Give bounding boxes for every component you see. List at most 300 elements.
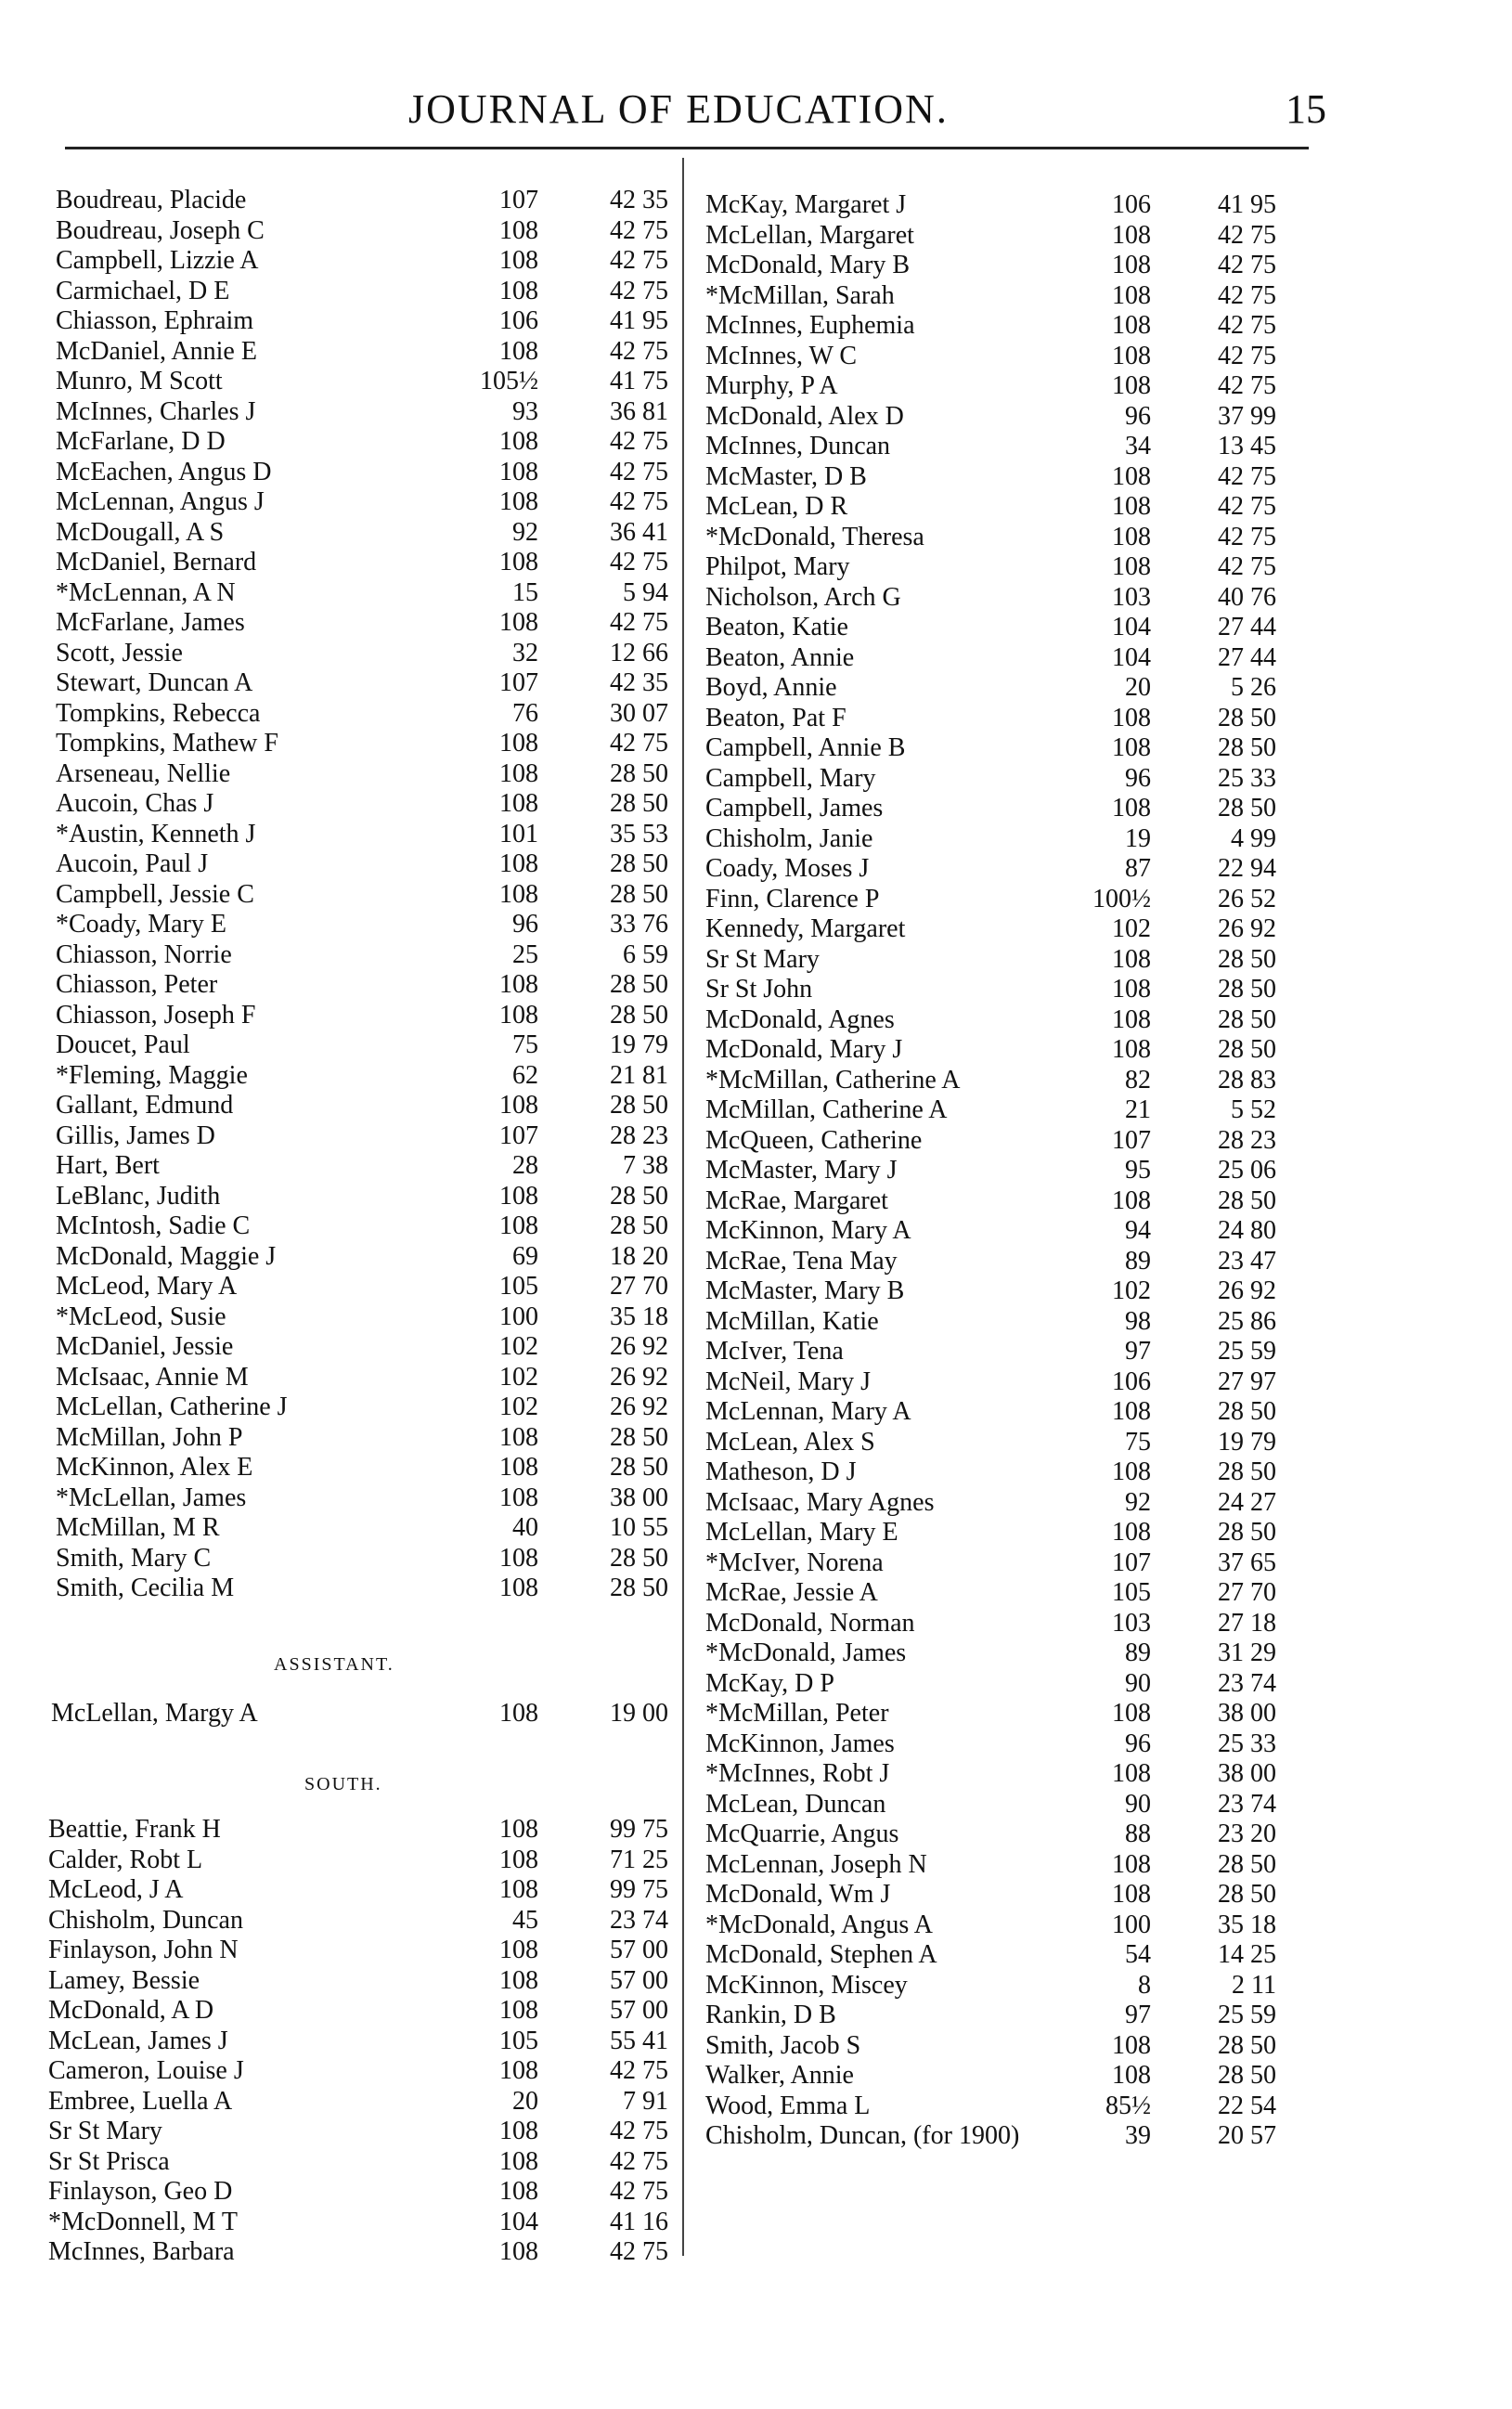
table-row [705, 523, 1318, 553]
grant-amount: 24 80 [1218, 1216, 1276, 1245]
table-row [56, 1574, 668, 1604]
grant-amount: 28 50 [1218, 1880, 1276, 1909]
table-row [705, 1186, 1318, 1217]
days-taught: 102 [1112, 914, 1151, 943]
days-taught: 108 [1112, 1699, 1151, 1728]
table-row [48, 2177, 670, 2208]
table-row [56, 910, 668, 940]
teacher-name: McFarlane, D D [56, 427, 226, 456]
days-taught: 75 [512, 1030, 538, 1059]
teacher-name: *McMillan, Catherine A [705, 1065, 961, 1094]
grant-amount: 42 75 [610, 215, 668, 245]
days-taught: 90 [1125, 1668, 1151, 1698]
days-taught: 108 [499, 2117, 538, 2145]
teacher-name: McKinnon, Miscey [705, 1970, 908, 2000]
grant-amount: 42 75 [1218, 341, 1276, 370]
days-taught: 108 [1112, 311, 1151, 340]
grant-amount: 42 75 [610, 548, 668, 576]
table-row [705, 704, 1318, 734]
teacher-name: McLeod, Mary A [56, 1272, 238, 1301]
table-row [56, 1001, 668, 1031]
table-row [56, 1272, 668, 1302]
teacher-name: McLean, James J [48, 2026, 228, 2055]
table-row [56, 246, 668, 277]
teacher-name: McEachen, Angus D [56, 457, 272, 486]
table-row [56, 1392, 668, 1423]
table-row [56, 1211, 668, 1242]
teacher-name: Wood, Emma L [705, 2091, 871, 2120]
grant-amount: 42 75 [610, 336, 668, 366]
days-taught: 108 [499, 487, 538, 516]
teacher-name: McMaster, Mary J [705, 1156, 898, 1185]
table-row [705, 1397, 1318, 1428]
grant-amount: 26 92 [610, 1392, 668, 1421]
teacher-name: Cameron, Louise J [48, 2056, 244, 2085]
teacher-name: McKay, Margaret J [705, 190, 907, 219]
teacher-name: Smith, Jacob S [705, 2030, 861, 2060]
teacher-name: McIver, Tena [705, 1337, 844, 1366]
grant-amount: 42 75 [1218, 311, 1276, 340]
teacher-name: Hart, Bert [56, 1151, 160, 1180]
teacher-name: McDonald, A D [48, 1996, 214, 2025]
days-taught: 108 [499, 1875, 538, 1904]
table-row [705, 1156, 1318, 1186]
days-taught: 8 [1138, 1970, 1151, 2000]
teacher-name: *Austin, Kenneth J [56, 819, 256, 848]
grant-amount: 27 70 [610, 1272, 668, 1301]
teacher-name: Rankin, D B [705, 2001, 836, 2029]
days-taught: 96 [1125, 401, 1151, 431]
table-row [56, 1363, 668, 1393]
teacher-name: Boudreau, Placide [56, 186, 247, 214]
days-taught: 98 [1125, 1306, 1151, 1336]
teacher-name: McDonald, Norman [705, 1608, 915, 1638]
grant-amount: 25 33 [1218, 763, 1276, 793]
grant-amount: 99 75 [610, 1875, 668, 1904]
table-row [705, 2061, 1318, 2092]
table-row [705, 311, 1318, 342]
teacher-name: Tompkins, Rebecca [56, 698, 261, 728]
table-row [56, 1030, 668, 1061]
days-taught: 76 [512, 698, 538, 728]
table-row [705, 281, 1318, 312]
teacher-name: McInnes, Barbara [48, 2237, 235, 2266]
days-taught: 108 [1112, 2061, 1151, 2090]
grant-amount: 33 76 [610, 910, 668, 939]
table-row [56, 277, 668, 307]
grant-amount: 38 00 [1218, 1699, 1276, 1728]
grant-amount: 28 50 [610, 1453, 668, 1482]
teacher-name: Aucoin, Chas J [56, 789, 214, 818]
days-taught: 100 [1112, 1910, 1151, 1939]
days-taught: 108 [499, 970, 538, 999]
days-taught: 108 [1112, 280, 1151, 310]
days-taught: 103 [1112, 1608, 1151, 1638]
days-taught: 108 [499, 849, 538, 878]
teacher-name: McInnes, Charles J [56, 396, 256, 426]
days-taught: 107 [1112, 1548, 1151, 1577]
table-row [705, 673, 1318, 704]
table-row [56, 849, 668, 880]
days-taught: 15 [512, 577, 538, 607]
assistant-list [51, 1699, 668, 1729]
days-taught: 108 [499, 1996, 538, 2025]
days-taught: 108 [499, 1091, 538, 1120]
days-taught: 108 [1112, 1880, 1151, 1909]
table-row [56, 487, 668, 518]
teacher-name: Sr St John [705, 975, 813, 1004]
grant-amount: 28 50 [1218, 1004, 1276, 1034]
table-row [48, 2208, 670, 2238]
grant-amount: 23 74 [610, 1905, 668, 1935]
teacher-name: McInnes, Euphemia [705, 311, 915, 340]
grant-amount: 57 00 [610, 1965, 668, 1995]
journal-title: JOURNAL OF EDUCATION. [408, 86, 949, 132]
grant-amount: 28 50 [1218, 1518, 1276, 1547]
teacher-name: Sr St Mary [48, 2117, 162, 2145]
teacher-name: Chiasson, Joseph F [56, 1000, 256, 1030]
teacher-name: Scott, Jessie [56, 638, 183, 667]
grant-amount: 5 94 [623, 577, 668, 607]
teacher-name: Chisholm, Duncan [48, 1905, 243, 1935]
grant-amount: 5 52 [1231, 1095, 1276, 1124]
grant-amount: 42 35 [610, 668, 668, 697]
days-taught: 108 [499, 1181, 538, 1211]
grant-amount: 27 44 [1218, 642, 1276, 672]
teacher-name: Finlayson, Geo D [48, 2177, 233, 2206]
days-taught: 21 [1125, 1095, 1151, 1124]
days-taught: 90 [1125, 1789, 1151, 1819]
table-row [56, 518, 668, 549]
table-row [56, 397, 668, 428]
grant-amount: 22 94 [1218, 854, 1276, 883]
teacher-name: *McDonnell, M T [48, 2207, 239, 2236]
teacher-name: *McDonald, Angus A [705, 1910, 933, 1939]
days-taught: 94 [1125, 1216, 1151, 1245]
days-taught: 105½ [480, 367, 538, 395]
grant-amount: 57 00 [610, 1936, 668, 1964]
teacher-name: McRae, Margaret [705, 1185, 888, 1215]
days-taught: 100 [499, 1302, 538, 1331]
table-row [705, 1276, 1318, 1307]
table-row [705, 2092, 1318, 2122]
days-taught: 102 [499, 1392, 538, 1421]
table-row [705, 1518, 1318, 1548]
teacher-name: McDonald, Maggie J [56, 1241, 277, 1271]
table-row [705, 1337, 1318, 1367]
days-taught: 108 [1112, 1457, 1151, 1486]
teacher-name: *McDonald, James [705, 1638, 907, 1667]
days-taught: 32 [512, 638, 538, 667]
days-taught: 108 [499, 789, 538, 818]
grant-amount: 28 50 [1218, 1849, 1276, 1879]
table-row [705, 342, 1318, 372]
table-row [705, 2121, 1318, 2152]
table-row [56, 789, 668, 820]
grant-amount: 28 50 [610, 879, 668, 909]
grant-amount: 26 92 [1218, 914, 1276, 943]
teacher-name: McDonald, Stephen A [705, 1940, 937, 1969]
teacher-name: McLellan, Margy A [51, 1699, 258, 1728]
days-taught: 92 [512, 517, 538, 547]
days-taught: 107 [1112, 1125, 1151, 1155]
grant-amount: 28 23 [610, 1120, 668, 1150]
table-row [705, 794, 1318, 824]
grant-amount: 28 50 [610, 1422, 668, 1452]
page-header [0, 85, 1512, 141]
days-taught: 96 [512, 910, 538, 939]
days-taught: 102 [499, 1332, 538, 1361]
grant-amount: 35 53 [610, 819, 668, 848]
teacher-name: *McLennan, A N [56, 577, 236, 607]
teacher-name: McLean, D R [705, 492, 848, 521]
table-row [705, 1910, 1318, 1941]
teacher-name: Beaton, Katie [705, 613, 848, 641]
days-taught: 108 [499, 276, 538, 305]
teacher-name: Sr St Prisca [48, 2146, 170, 2176]
days-taught: 108 [499, 1815, 538, 1844]
table-row [705, 492, 1318, 523]
table-row [705, 914, 1318, 945]
grant-amount: 31 29 [1218, 1638, 1276, 1667]
days-taught: 108 [1112, 1035, 1151, 1064]
teacher-name: Coady, Moses J [705, 854, 870, 883]
grant-amount: 22 54 [1218, 2091, 1276, 2120]
table-row [56, 608, 668, 639]
days-taught: 108 [499, 336, 538, 366]
table-row [48, 1815, 670, 1846]
grant-amount: 42 75 [610, 276, 668, 305]
days-taught: 108 [1112, 975, 1151, 1004]
table-row [705, 885, 1318, 915]
days-taught: 104 [1112, 613, 1151, 641]
teacher-name: *McLeod, Susie [56, 1302, 226, 1331]
teacher-name: Chiasson, Ephraim [56, 306, 254, 335]
teacher-name: McDonald, Mary J [705, 1035, 903, 1064]
table-row [56, 1453, 668, 1483]
teacher-name: Campbell, Jessie C [56, 879, 254, 909]
teacher-name: McDaniel, Jessie [56, 1332, 234, 1361]
days-taught: 108 [1112, 1518, 1151, 1547]
table-row [48, 1936, 670, 1966]
grant-amount: 26 92 [1218, 1276, 1276, 1305]
days-taught: 108 [499, 2177, 538, 2206]
table-row [56, 970, 668, 1001]
grant-amount: 42 75 [610, 2177, 668, 2206]
grant-amount: 71 25 [610, 1845, 668, 1874]
table-row [705, 2031, 1318, 2062]
days-taught: 106 [1112, 190, 1151, 219]
table-row [56, 548, 668, 578]
teacher-name: Nicholson, Arch G [705, 582, 901, 612]
grant-amount: 42 75 [1218, 251, 1276, 279]
table-row [48, 2117, 670, 2147]
days-taught: 102 [1112, 1276, 1151, 1305]
teacher-name: Doucet, Paul [56, 1030, 190, 1059]
teacher-name: Chiasson, Peter [56, 970, 218, 999]
days-taught: 108 [1112, 1004, 1151, 1034]
table-row [705, 1457, 1318, 1488]
grant-amount: 28 50 [1218, 1185, 1276, 1215]
teacher-name: *McIver, Norena [705, 1548, 884, 1577]
table-row [48, 2056, 670, 2087]
teacher-name: *McInnes, Robt J [705, 1759, 890, 1788]
table-row [48, 1875, 670, 1906]
teacher-name: McDaniel, Bernard [56, 548, 257, 576]
grant-amount: 42 75 [1218, 371, 1276, 400]
grant-amount: 42 75 [1218, 280, 1276, 310]
table-row [705, 613, 1318, 643]
grant-amount: 42 75 [610, 608, 668, 637]
grant-amount: 23 74 [1218, 1789, 1276, 1819]
days-taught: 108 [499, 427, 538, 456]
days-taught: 108 [1112, 1759, 1151, 1788]
grant-amount: 41 16 [610, 2207, 668, 2236]
days-taught: 40 [512, 1513, 538, 1542]
grant-amount: 28 50 [1218, 2030, 1276, 2060]
days-taught: 108 [499, 1936, 538, 1964]
teacher-name: Munro, M Scott [56, 367, 223, 395]
table-row [56, 186, 668, 216]
table-row [56, 1121, 668, 1152]
teacher-name: *McDonald, Theresa [705, 522, 924, 551]
teacher-name: Philpot, Mary [705, 552, 850, 581]
grant-amount: 37 65 [1218, 1548, 1276, 1577]
days-taught: 105 [499, 2026, 538, 2055]
days-taught: 108 [499, 608, 538, 637]
teacher-name: McInnes, W C [705, 341, 858, 370]
table-row [705, 1699, 1318, 1729]
days-taught: 108 [499, 246, 538, 275]
table-row [705, 190, 1318, 221]
days-taught: 105 [1112, 1578, 1151, 1607]
grant-amount: 40 76 [1218, 582, 1276, 612]
table-row [48, 2237, 670, 2268]
table-row [705, 371, 1318, 402]
teacher-name: McLennan, Angus J [56, 487, 265, 516]
grant-amount: 28 50 [1218, 975, 1276, 1004]
teacher-name: McRae, Tena May [705, 1246, 898, 1276]
grant-amount: 37 99 [1218, 401, 1276, 431]
teacher-name: McDonald, Alex D [705, 401, 904, 431]
table-row [56, 940, 668, 971]
grant-amount: 42 75 [610, 2117, 668, 2145]
grant-amount: 28 50 [610, 1000, 668, 1030]
grant-amount: 36 81 [610, 396, 668, 426]
table-row [56, 820, 668, 850]
days-taught: 108 [499, 1453, 538, 1482]
table-row [51, 1699, 668, 1729]
days-taught: 89 [1125, 1638, 1151, 1667]
table-row [56, 1423, 668, 1454]
teacher-name: Beattie, Frank H [48, 1815, 221, 1844]
teacher-name: Smith, Cecilia M [56, 1574, 235, 1602]
table-row [705, 251, 1318, 281]
grant-amount: 25 86 [1218, 1306, 1276, 1336]
table-row [705, 764, 1318, 795]
grant-amount: 27 70 [1218, 1578, 1276, 1607]
right-column-list [705, 190, 1318, 2152]
days-taught: 108 [1112, 341, 1151, 370]
teacher-name: McMillan, M R [56, 1513, 220, 1542]
table-row [705, 1638, 1318, 1669]
table-row [56, 1513, 668, 1544]
teacher-name: Finlayson, John N [48, 1936, 239, 1964]
teacher-name: McDonald, Mary B [705, 251, 911, 279]
teacher-name: McKinnon, Mary A [705, 1216, 911, 1245]
teacher-name: McMillan, John P [56, 1422, 243, 1452]
grant-amount: 23 74 [1218, 1668, 1276, 1698]
days-taught: 92 [1125, 1487, 1151, 1517]
table-row [705, 1216, 1318, 1247]
grant-amount: 42 75 [610, 487, 668, 516]
teacher-name: McLellan, Mary E [705, 1518, 898, 1547]
grant-amount: 25 59 [1218, 2001, 1276, 2029]
days-taught: 107 [499, 186, 538, 214]
grant-amount: 99 75 [610, 1815, 668, 1844]
teacher-name: McKinnon, James [705, 1729, 895, 1758]
teacher-name: McIntosh, Sadie C [56, 1211, 251, 1240]
table-row [705, 1307, 1318, 1338]
teacher-name: Chisholm, Janie [705, 823, 873, 853]
table-row [705, 221, 1318, 252]
teacher-name: *McLellan, James [56, 1483, 247, 1512]
assistant-heading: ASSISTANT. [274, 1654, 394, 1675]
table-row [705, 824, 1318, 855]
teacher-name: Embree, Luella A [48, 2086, 233, 2116]
grant-amount: 27 44 [1218, 613, 1276, 641]
grant-amount: 13 45 [1218, 432, 1276, 460]
column-divider [682, 158, 684, 2256]
teacher-name: Matheson, D J [705, 1457, 857, 1486]
days-taught: 106 [1112, 1366, 1151, 1396]
table-row [705, 1428, 1318, 1458]
grant-amount: 25 06 [1218, 1156, 1276, 1185]
grant-amount: 42 75 [610, 2056, 668, 2085]
grant-amount: 35 18 [1218, 1910, 1276, 1939]
days-taught: 108 [499, 729, 538, 758]
grant-amount: 25 33 [1218, 1729, 1276, 1758]
table-row [705, 854, 1318, 885]
teacher-name: McQuarrie, Angus [705, 1820, 899, 1848]
table-row [56, 639, 668, 669]
days-taught: 108 [499, 2237, 538, 2266]
grant-amount: 28 50 [1218, 1397, 1276, 1426]
grant-amount: 2 11 [1232, 1970, 1276, 2000]
teacher-name: McMaster, D B [705, 461, 867, 491]
table-row [705, 1790, 1318, 1820]
page-number: 15 [1286, 86, 1326, 132]
teacher-name: McInnes, Duncan [705, 432, 891, 460]
table-row [56, 1544, 668, 1574]
grant-amount: 27 97 [1218, 1366, 1276, 1396]
table-row [705, 975, 1318, 1005]
teacher-name: McNeil, Mary J [705, 1366, 872, 1396]
table-row [48, 1906, 670, 1936]
table-row [705, 1609, 1318, 1639]
teacher-name: Walker, Annie [705, 2061, 854, 2090]
teacher-name: Gillis, James D [56, 1120, 215, 1150]
table-row [705, 432, 1318, 462]
header-rule [65, 147, 1309, 149]
teacher-name: Smith, Mary C [56, 1543, 212, 1573]
teacher-name: McLean, Alex S [705, 1427, 875, 1457]
grant-amount: 28 50 [610, 1543, 668, 1573]
days-taught: 45 [512, 1905, 538, 1935]
table-row [705, 1729, 1318, 1760]
days-taught: 108 [1112, 733, 1151, 762]
grant-amount: 28 50 [1218, 733, 1276, 762]
